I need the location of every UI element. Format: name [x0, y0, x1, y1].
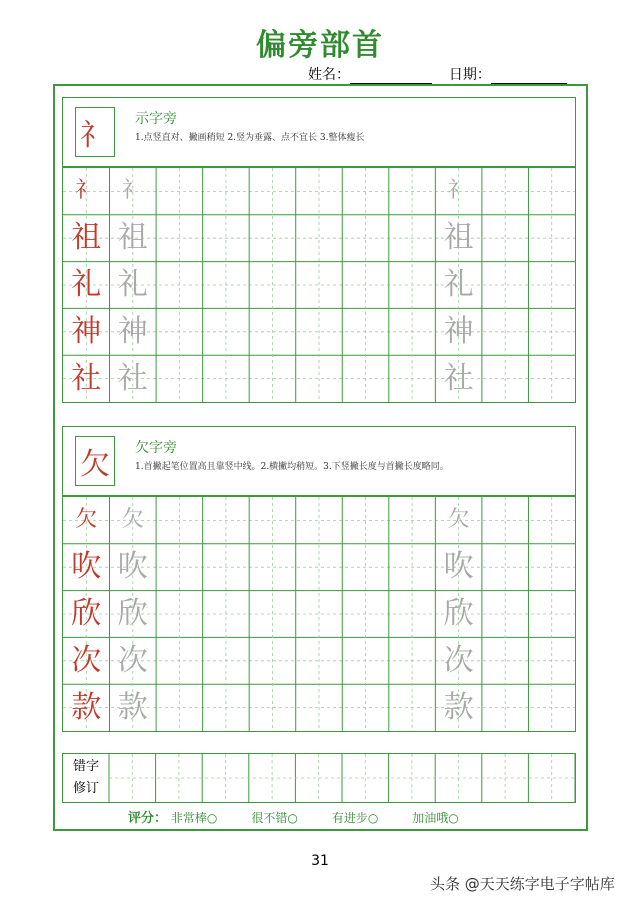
trace-character: 欣 — [117, 595, 148, 631]
section-header — [62, 97, 576, 167]
trace-character: 次 — [117, 642, 148, 678]
trace-character: 款 — [117, 689, 148, 725]
trace-character: 社 — [117, 360, 148, 396]
correction-row — [62, 753, 576, 803]
date-label: 日期： — [448, 67, 491, 83]
practice-grid — [62, 496, 576, 732]
score-option-3[interactable]: 有进步○ — [331, 811, 379, 825]
model-character: 礻 — [75, 178, 98, 204]
trace-character: 礼 — [117, 266, 148, 302]
trace-character: 欠 — [121, 507, 144, 533]
page-title: 偏旁部首 — [256, 28, 384, 63]
scoring-label: 评分： — [128, 811, 168, 826]
page-number: 31 — [311, 853, 329, 869]
name-blank[interactable] — [350, 69, 432, 84]
model-character: 次 — [71, 642, 102, 678]
score-option-2[interactable]: 很不错○ — [251, 811, 298, 825]
trace-character: 神 — [443, 313, 474, 349]
radical-box: 礻 — [75, 107, 115, 157]
date-blank[interactable] — [491, 69, 567, 84]
section-name: 欠字旁 — [135, 440, 177, 456]
section-description: 1.首撇起笔位置高且靠竖中线。2.横撇均稍短。3.下竖撇长度与首撇长度略同。 — [135, 462, 449, 472]
model-character: 神 — [71, 313, 102, 349]
trace-character: 欠 — [447, 507, 470, 533]
trace-character: 礼 — [443, 266, 474, 302]
name-label: 姓名： — [308, 67, 350, 83]
trace-character: 礻 — [447, 178, 470, 204]
trace-character: 吹 — [443, 549, 474, 585]
section-name: 示字旁 — [135, 111, 177, 127]
model-character: 款 — [71, 689, 102, 725]
correction-label-line1: 错字 — [72, 759, 99, 774]
trace-character: 款 — [443, 689, 474, 725]
trace-character: 祖 — [117, 220, 148, 256]
watermark: 头条 @天天练字电子字帖库 — [430, 875, 615, 893]
trace-character: 社 — [443, 360, 474, 396]
trace-character: 次 — [443, 642, 474, 678]
model-character: 祖 — [71, 220, 102, 256]
model-character: 礼 — [71, 266, 102, 302]
score-option-4[interactable]: 加油哦○ — [412, 811, 459, 825]
section-description: 1.点竖直对、撇画稍短 2.竖为垂露、点不宜长 3.整体瘦长 — [135, 133, 365, 143]
score-option-1[interactable]: 非常棒○ — [170, 811, 218, 825]
scoring-line — [128, 807, 493, 826]
model-character: 欣 — [71, 595, 102, 631]
model-character: 吹 — [71, 549, 102, 585]
radical-box: 欠 — [75, 436, 115, 486]
trace-character: 祖 — [443, 220, 474, 256]
model-character: 社 — [71, 360, 102, 396]
model-character: 欠 — [75, 507, 98, 533]
trace-character: 神 — [117, 313, 148, 349]
correction-grid-lines — [63, 754, 575, 802]
practice-grid — [62, 167, 576, 403]
trace-character: 欣 — [443, 595, 474, 631]
section-header — [62, 426, 576, 496]
trace-character: 吹 — [117, 549, 148, 585]
trace-character: 礻 — [121, 178, 144, 204]
meta-line — [308, 64, 567, 84]
correction-label-line2: 修订 — [72, 781, 99, 796]
